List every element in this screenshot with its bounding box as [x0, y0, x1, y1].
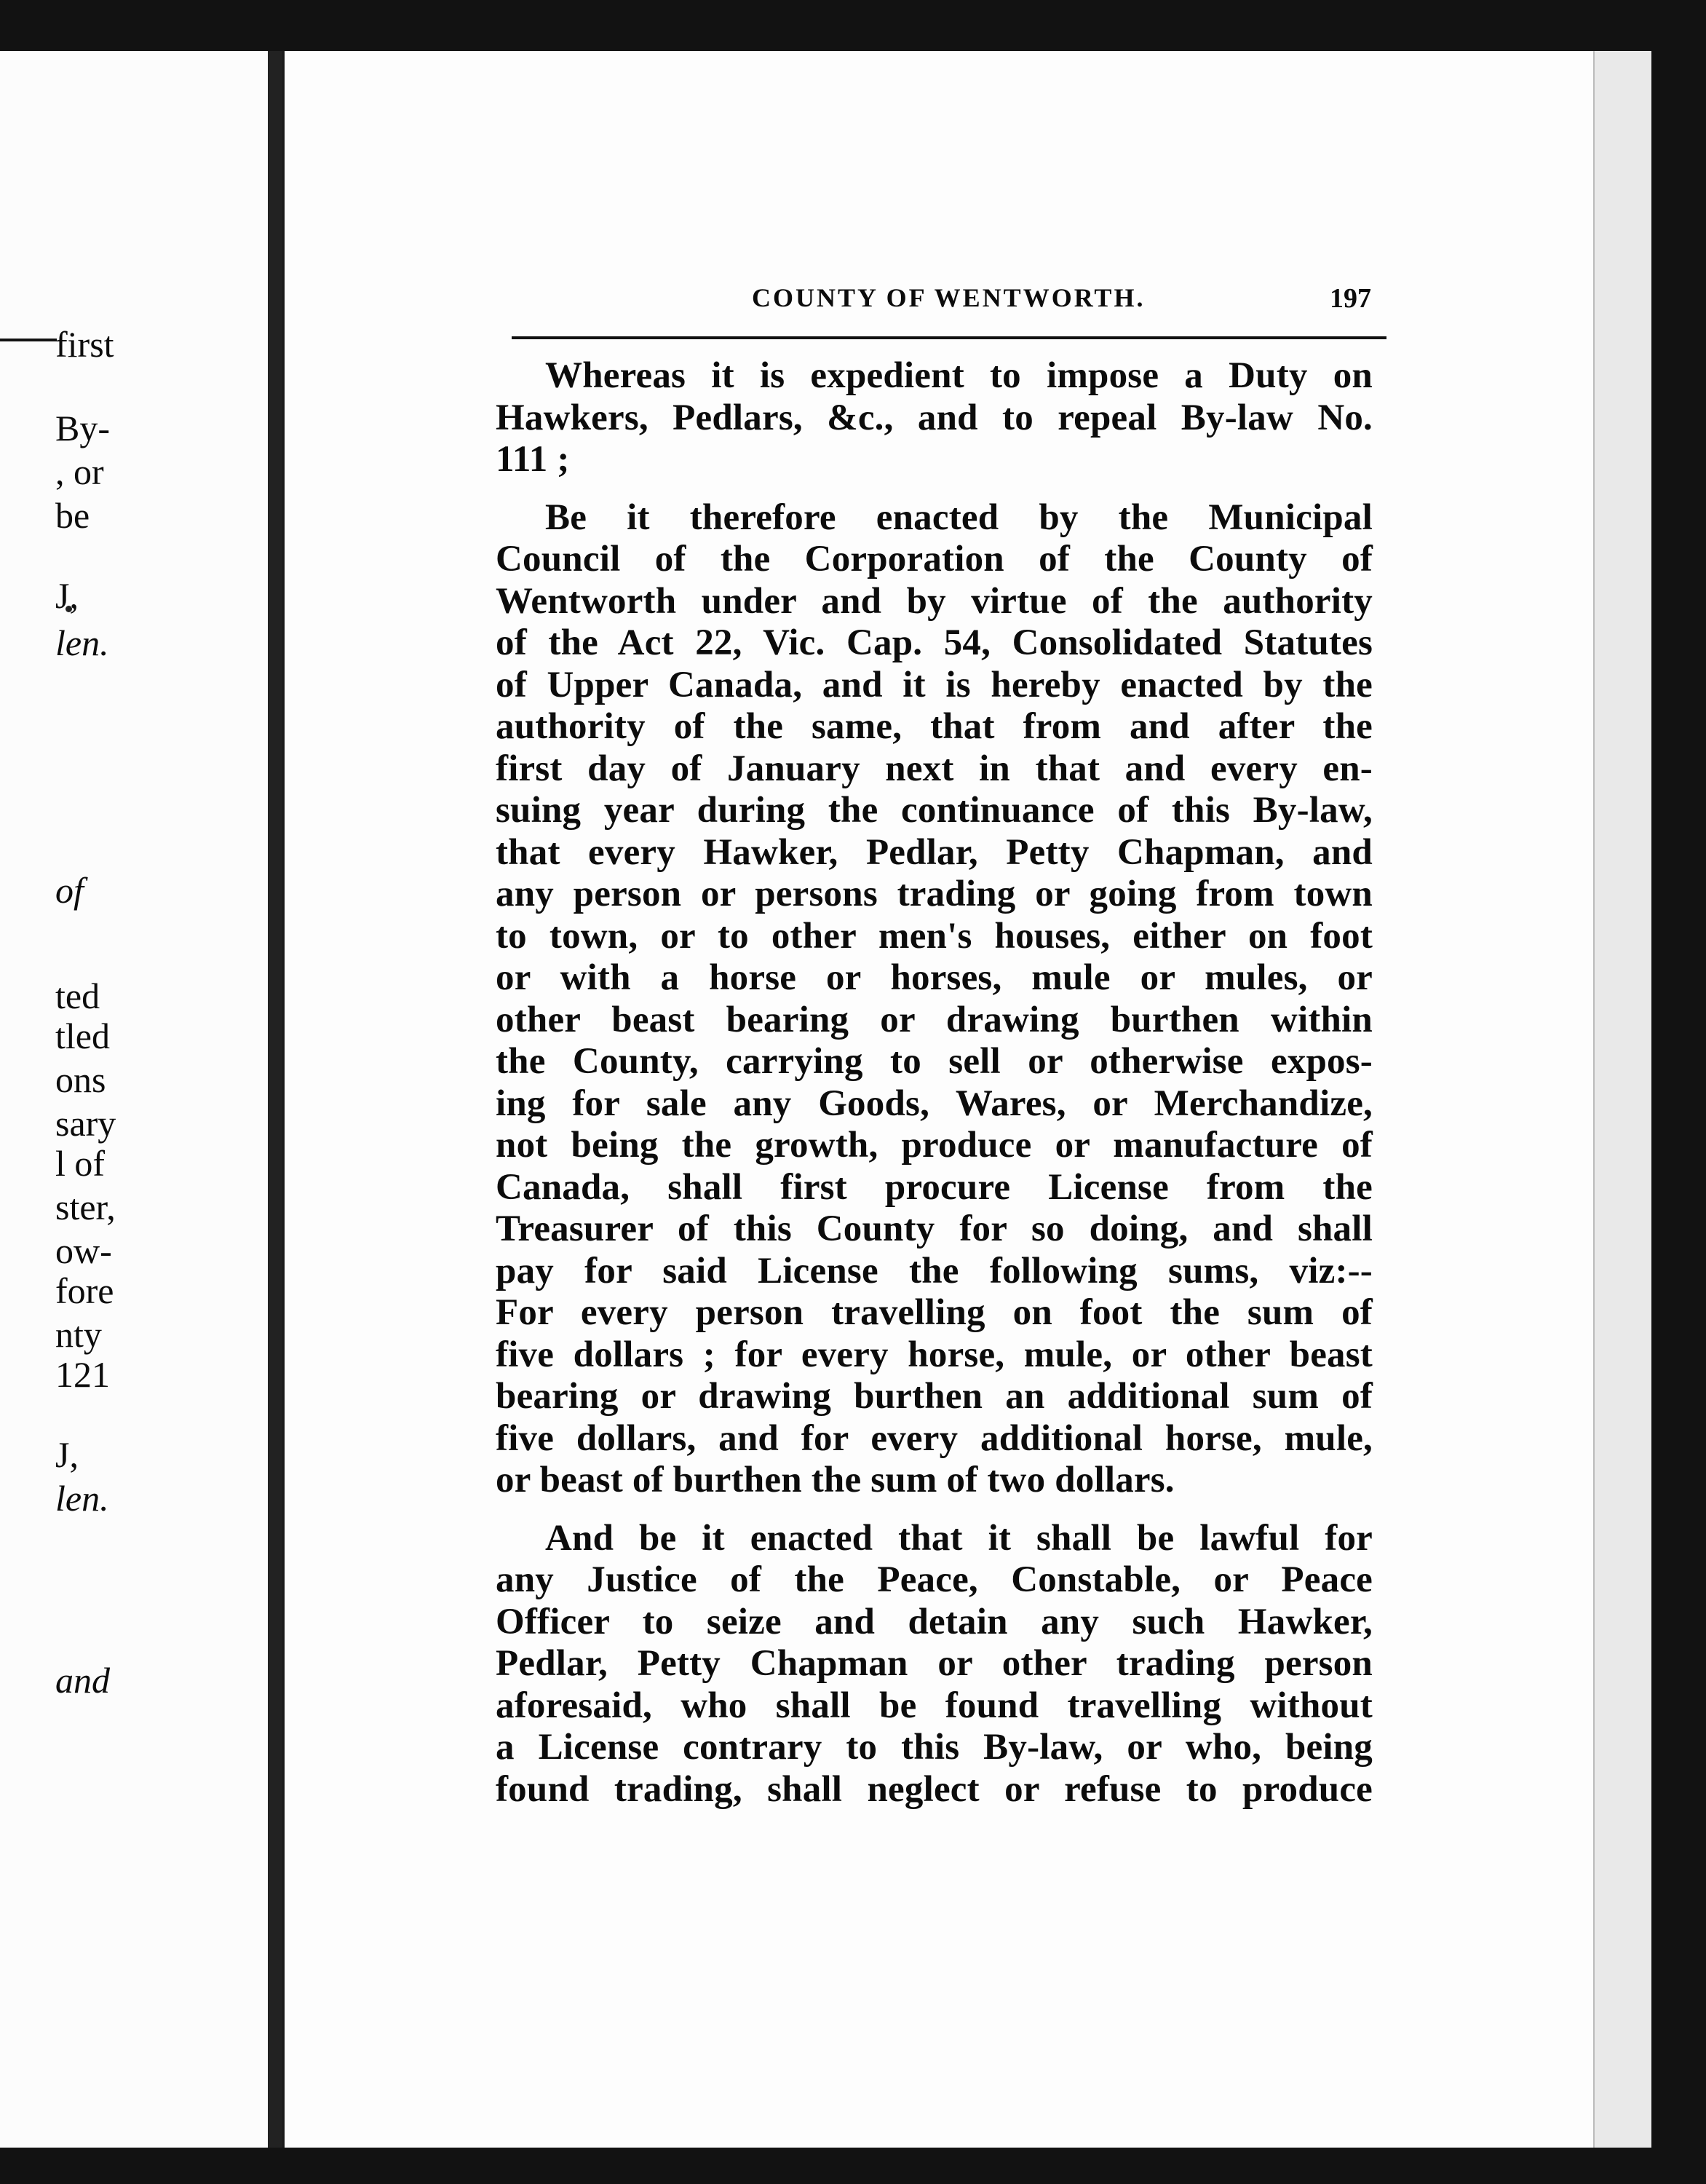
- text-line: Wentworth under and by virtue of the authority: [496, 580, 1373, 622]
- left-page-line-fragment: ons: [55, 1059, 106, 1100]
- paragraph-enactment: [496, 497, 1373, 1502]
- paragraph-seizure: [496, 1518, 1373, 1811]
- text-line: other beast bearing or drawing burthen within: [496, 999, 1373, 1040]
- text-line: authority of the same, that from and after the: [496, 706, 1373, 747]
- text-line: 111 ;: [496, 439, 570, 480]
- left-header-rule: [0, 339, 57, 341]
- text-line: five dollars ; for every horse, mule, or other beast: [496, 1334, 1373, 1375]
- text-line: to town, or to other men's houses, either on foot: [496, 915, 1373, 957]
- text-line: or beast of burthen the sum of two dollars.: [496, 1460, 1175, 1500]
- text-line: any person or persons trading or going from town: [496, 874, 1373, 914]
- left-page-line-fragment: By-: [55, 408, 110, 448]
- page-number: 197: [1330, 283, 1371, 314]
- text-line: that every Hawker, Pedlar, Petty Chapman, and: [496, 831, 1373, 873]
- text-line: Pedlar, Petty Chapman or other trading person: [496, 1643, 1373, 1684]
- text-line: five dollars, and for every additional horse, mule,: [496, 1417, 1373, 1459]
- page-edge-shadow: [1593, 51, 1651, 2148]
- left-page-line-fragment: be: [55, 495, 90, 536]
- left-page-line-fragment: len.: [55, 622, 109, 663]
- left-page-line-fragment: first: [55, 324, 114, 365]
- left-page-line-fragment: J,: [55, 575, 79, 616]
- text-line: suing year during the continuance of this By-law,: [496, 790, 1373, 831]
- left-page-line-fragment: ted: [55, 976, 100, 1016]
- left-page-line-fragment: len.: [55, 1478, 109, 1519]
- text-line: bearing or drawing burthen an additional sum of: [496, 1376, 1373, 1417]
- running-title: COUNTY OF WENTWORTH.: [752, 283, 1146, 312]
- text-line: Treasurer of this County for so doing, and shall: [496, 1208, 1373, 1249]
- text-line: the County, carrying to sell or otherwise expos-: [496, 1041, 1373, 1082]
- text-line: Hawkers, Pedlars, &c., and to repeal By-law No.: [496, 397, 1373, 438]
- text-line: of Upper Canada, and it is hereby enacted by the: [496, 664, 1373, 705]
- left-page-line-fragment: J,: [55, 1434, 79, 1475]
- left-page-line-fragment: 121: [55, 1354, 110, 1395]
- text-line: Officer to seize and detain any such Hawker,: [496, 1601, 1373, 1642]
- text-line: found trading, shall neglect or refuse to produce: [496, 1768, 1373, 1810]
- left-page-line-fragment: sary: [55, 1103, 116, 1144]
- left-page-line-fragment: of: [55, 870, 84, 911]
- left-page-line-fragment: ow-: [55, 1230, 112, 1271]
- left-page-fragment: [0, 51, 268, 2148]
- text-line: For every person travelling on foot the sum of: [496, 1292, 1373, 1333]
- text-line: Be it therefore enacted by the Municipal: [545, 496, 1373, 538]
- text-line: any Justice of the Peace, Constable, or Peace: [496, 1559, 1373, 1600]
- left-page-line-fragment: nty: [55, 1314, 102, 1355]
- right-page: [282, 51, 1651, 2148]
- left-page-line-fragment: ster,: [55, 1187, 116, 1227]
- paragraph-whereas: [496, 355, 1373, 481]
- text-line: a License contrary to this By-law, or who, being: [496, 1727, 1373, 1768]
- text-line: And be it enacted that it shall be lawful for: [545, 1517, 1373, 1559]
- text-line: Council of the Corporation of the County of: [496, 539, 1373, 579]
- left-page-line-fragment: , or: [55, 451, 104, 492]
- text-line: or with a horse or horses, mule or mules, or: [496, 957, 1373, 998]
- text-line: of the Act 22, Vic. Cap. 54, Consolidated Statutes: [496, 622, 1373, 663]
- text-line: pay for said License the following sums, viz:--: [496, 1250, 1373, 1291]
- text-line: first day of January next in that and every en-: [496, 748, 1373, 789]
- text-line: Canada, shall first procure License from the: [496, 1166, 1373, 1208]
- text-line: Whereas it is expedient to impose a Duty on: [545, 355, 1373, 396]
- left-page-line-fragment: fore: [55, 1270, 114, 1311]
- text-line: aforesaid, who shall be found travelling without: [496, 1685, 1373, 1726]
- left-page-line-fragment: and: [55, 1660, 110, 1701]
- left-page-line-fragment: l of: [55, 1143, 106, 1184]
- bylaw-body: [496, 355, 1373, 1827]
- header-rule: [512, 336, 1386, 339]
- left-page-line-fragment: tled: [55, 1016, 110, 1056]
- text-line: not being the growth, produce or manufacture of: [496, 1125, 1373, 1166]
- text-line: ing for sale any Goods, Wares, or Merchandize,: [496, 1083, 1373, 1124]
- book-gutter: [268, 51, 282, 2148]
